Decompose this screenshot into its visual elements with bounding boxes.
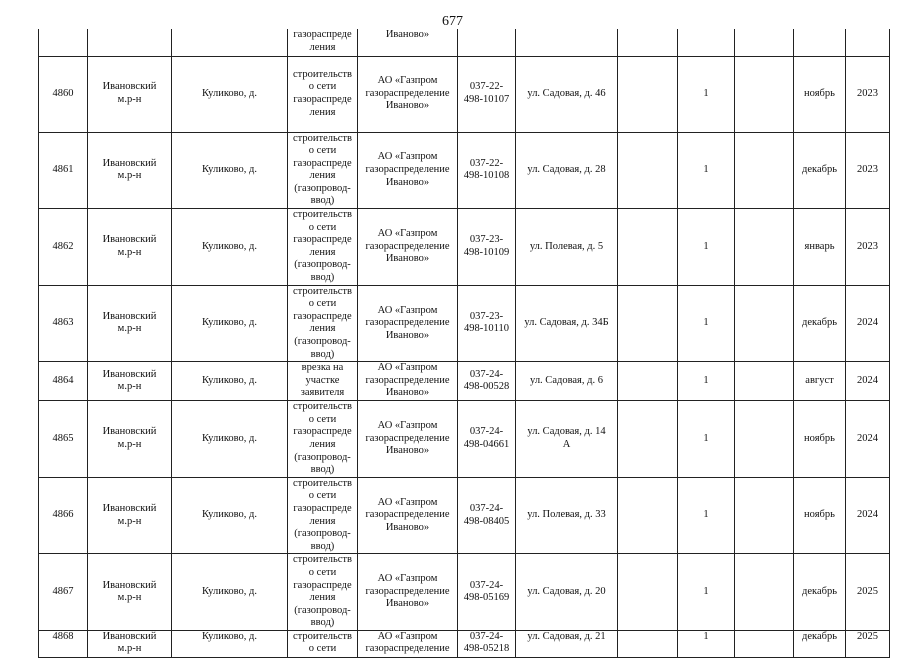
year-text: 2024 [857, 374, 878, 386]
locality-text: Куликово, д. [201, 317, 258, 329]
quantity-text: 1 [703, 585, 709, 597]
cell-locality [172, 630, 288, 657]
district-text: Ивановский м.р-н [102, 310, 157, 335]
cell-work-type [288, 477, 358, 554]
cell-extrae1 [618, 630, 678, 657]
address-text: ул. Садовая, д. 28 [527, 163, 606, 175]
cell-quantity [678, 285, 735, 362]
num-text: 4861 [52, 163, 74, 175]
organization-text: АО «Газпром газораспределение Иваново» [365, 151, 450, 188]
cell-address [516, 209, 618, 286]
cell-locality [172, 56, 288, 132]
district-text: Ивановский м.р-н [102, 368, 157, 393]
cell-quantity [678, 132, 735, 209]
cell-address [516, 56, 618, 132]
cell-organization [358, 630, 458, 657]
district-text: Ивановский м.р-н [102, 579, 157, 604]
work-type-text: газораспреде ления [293, 29, 352, 53]
year-text: 2023 [857, 87, 878, 99]
cell-num [39, 285, 88, 362]
contract-text: 037-24- 498-08405 [463, 502, 510, 527]
cell-locality [172, 554, 288, 631]
cell-num [39, 477, 88, 554]
cell-year [846, 630, 890, 657]
cell-quantity [678, 554, 735, 631]
work-type-text: врезка на участке заявителя [300, 362, 345, 399]
cell-address [516, 630, 618, 657]
contract-text: 037-23- 498-10110 [463, 310, 510, 335]
month-text: декабрь [802, 163, 837, 175]
month-text: декабрь [802, 317, 837, 329]
table-row [39, 401, 890, 478]
cell-contract [458, 209, 516, 286]
organization-text: АО «Газпром газораспределение Иваново» [365, 227, 450, 265]
cell-extrae2 [735, 554, 794, 631]
district-text: Ивановский м.р-н [102, 81, 157, 105]
organization-text: АО «Газпром газораспределение Иваново» [365, 573, 450, 610]
cell-contract [458, 132, 516, 209]
cell-num [39, 362, 88, 401]
organization-text: Иваново» [385, 29, 430, 40]
cell-contract [458, 401, 516, 478]
table-row [39, 56, 890, 132]
year-text: 2024 [857, 432, 878, 444]
cell-month [794, 554, 846, 631]
cell-extrae2 [735, 132, 794, 209]
cell-contract [458, 56, 516, 132]
year-text: 2025 [857, 585, 878, 597]
year-text: 2023 [857, 163, 878, 175]
num-text: 4860 [52, 87, 74, 99]
organization-text: АО «Газпром газораспределение Иваново» [365, 304, 450, 341]
contract-text: 037-24- 498-05218 [463, 630, 510, 655]
cell-month [794, 477, 846, 554]
cell-extrae1 [618, 56, 678, 132]
district-text: Ивановский м.р-н [102, 426, 157, 450]
cell-locality [172, 29, 288, 56]
locality-text: Куликово, д. [201, 585, 258, 597]
cell-work-type [288, 285, 358, 362]
table-row [39, 285, 890, 362]
district-text: Ивановский м.р-н [102, 157, 157, 182]
cell-organization [358, 56, 458, 132]
cell-district [88, 56, 172, 132]
cell-district [88, 209, 172, 286]
cell-quantity [678, 56, 735, 132]
cell-quantity [678, 29, 735, 56]
cell-extrae2 [735, 477, 794, 554]
cell-year [846, 477, 890, 554]
cell-address [516, 285, 618, 362]
cell-extrae1 [618, 477, 678, 554]
organization-text: АО «Газпром газораспределение Иваново» [365, 420, 450, 457]
cell-extrae1 [618, 362, 678, 401]
cell-year [846, 56, 890, 132]
table-row [39, 554, 890, 631]
cell-quantity [678, 401, 735, 478]
cell-num [39, 56, 88, 132]
month-text: декабрь [802, 630, 837, 642]
month-text: ноябрь [804, 432, 835, 444]
quantity-text: 1 [703, 432, 709, 444]
cell-address [516, 132, 618, 209]
quantity-text: 1 [703, 163, 709, 175]
cell-work-type [288, 401, 358, 478]
cell-num [39, 554, 88, 631]
cell-contract [458, 29, 516, 56]
cell-address [516, 362, 618, 401]
address-text: ул. Садовая, д. 21 [527, 630, 606, 642]
cell-organization [358, 401, 458, 478]
cell-num [39, 29, 88, 56]
work-type-text: строительств о сети газораспреде ления (газопровод- ввод) [293, 209, 352, 284]
cell-extrae1 [618, 132, 678, 209]
cell-locality [172, 132, 288, 209]
contract-text: 037-22- 498-10107 [463, 81, 510, 105]
table-row [39, 362, 890, 401]
address-text: ул. Полевая, д. 5 [529, 240, 604, 252]
cell-organization [358, 554, 458, 631]
cell-quantity [678, 362, 735, 401]
cell-quantity [678, 630, 735, 657]
cell-district [88, 362, 172, 401]
cell-district [88, 285, 172, 362]
page-number: 677 [442, 14, 463, 29]
month-text: ноябрь [804, 87, 835, 99]
address-text: ул. Садовая, д. 6 [530, 374, 603, 386]
cell-extrae1 [618, 554, 678, 631]
cell-month [794, 285, 846, 362]
year-text: 2025 [857, 630, 878, 642]
table-row [39, 630, 890, 657]
num-text: 4864 [52, 374, 74, 386]
cell-extra-1 [618, 29, 678, 56]
cell-extrae2 [735, 209, 794, 286]
cell-num [39, 209, 88, 286]
cell-year [846, 29, 890, 56]
organization-text: АО «Газпром газораспределение [365, 630, 450, 655]
cell-month [794, 362, 846, 401]
cell-district [88, 630, 172, 657]
cell-address [516, 554, 618, 631]
cell-month [794, 29, 846, 56]
quantity-text: 1 [703, 87, 709, 99]
quantity-text: 1 [703, 240, 709, 252]
cell-extra-2 [735, 29, 794, 56]
contract-text: 037-23- 498-10109 [463, 234, 510, 258]
quantity-text: 1 [703, 374, 709, 386]
cell-work-type [288, 209, 358, 286]
cell-year [846, 209, 890, 286]
work-type-text: строительств о сети газораспреде ления (газопровод- ввод) [293, 285, 352, 360]
cell-district [88, 132, 172, 209]
contract-text: 037-22- 498-10108 [463, 157, 510, 182]
cell-work-type [288, 362, 358, 401]
quantity-text: 1 [703, 317, 709, 329]
cell-extrae1 [618, 401, 678, 478]
cell-contract [458, 285, 516, 362]
work-type-text: строительств о сети газораспреде ления (газопровод- ввод) [293, 132, 352, 207]
organization-text: АО «Газпром газораспределение Иваново» [365, 75, 450, 112]
cell-extrae2 [735, 285, 794, 362]
work-type-text: строительств о сети газораспреде ления [293, 68, 352, 118]
locality-text: Куликово, д. [201, 509, 258, 521]
num-text: 4862 [52, 240, 74, 252]
cell-year [846, 401, 890, 478]
cell-year [846, 132, 890, 209]
year-text: 2024 [857, 317, 878, 329]
locality-text: Куликово, д. [201, 630, 258, 642]
cell-locality [172, 477, 288, 554]
locality-text: Куликово, д. [201, 374, 258, 386]
cell-month [794, 630, 846, 657]
registry-table [38, 29, 890, 658]
address-text: ул. Полевая, д. 33 [527, 509, 606, 521]
cell-quantity [678, 477, 735, 554]
cell-month [794, 132, 846, 209]
quantity-text: 1 [703, 630, 709, 642]
cell-quantity [678, 209, 735, 286]
district-text: Ивановский м.р-н [102, 502, 157, 527]
address-text: ул. Садовая, д. 46 [527, 87, 606, 99]
contract-text: 037-24- 498-05169 [463, 579, 510, 604]
work-type-text: строительств о сети газораспреде ления (газопровод- ввод) [293, 554, 352, 629]
work-type-text: строительств о сети [293, 630, 352, 655]
cell-work-type [288, 630, 358, 657]
year-text: 2023 [857, 240, 878, 252]
cell-organization [358, 285, 458, 362]
cell-locality [172, 401, 288, 478]
cell-contract [458, 362, 516, 401]
district-text: Ивановский м.р-н [102, 234, 157, 258]
locality-text: Куликово, д. [201, 240, 258, 252]
num-text: 4867 [52, 585, 74, 597]
quantity-text: 1 [703, 509, 709, 521]
locality-text: Куликово, д. [201, 163, 258, 175]
cell-num [39, 401, 88, 478]
month-text: январь [804, 240, 835, 252]
cell-district [88, 29, 172, 56]
cell-work-type [288, 132, 358, 209]
cell-district [88, 477, 172, 554]
cell-month [794, 401, 846, 478]
num-text: 4863 [52, 317, 74, 329]
cell-extrae1 [618, 209, 678, 286]
cell-locality [172, 209, 288, 286]
address-text: ул. Садовая, д. 34Б [524, 317, 609, 329]
cell-locality [172, 362, 288, 401]
cell-organization [358, 477, 458, 554]
cell-locality [172, 285, 288, 362]
work-type-text: строительств о сети газораспреде ления (газопровод- ввод) [293, 401, 352, 476]
cell-organization [358, 29, 458, 56]
cell-extrae2 [735, 362, 794, 401]
cell-contract [458, 477, 516, 554]
locality-text: Куликово, д. [201, 87, 258, 99]
cell-address [516, 29, 618, 56]
cell-extrae2 [735, 56, 794, 132]
num-text: 4866 [52, 509, 74, 521]
organization-text: АО «Газпром газораспределение Иваново» [365, 496, 450, 533]
month-text: ноябрь [804, 509, 835, 521]
table-row [39, 132, 890, 209]
cell-work-type [288, 554, 358, 631]
work-type-text: строительств о сети газораспреде ления (газопровод- ввод) [293, 477, 352, 552]
contract-text: 037-24- 498-04661 [463, 426, 510, 450]
cell-year [846, 285, 890, 362]
cell-work-type [288, 29, 358, 56]
table-row-partial [39, 29, 890, 56]
cell-address [516, 477, 618, 554]
cell-month [794, 56, 846, 132]
cell-work-type [288, 56, 358, 132]
contract-text: 037-24- 498-00528 [463, 368, 510, 393]
cell-extrae2 [735, 401, 794, 478]
month-text: август [805, 374, 834, 386]
cell-organization [358, 209, 458, 286]
cell-extrae1 [618, 285, 678, 362]
table-row [39, 209, 890, 286]
table-row [39, 477, 890, 554]
address-text: ул. Садовая, д. 14 А [527, 426, 606, 450]
num-text: 4868 [52, 630, 74, 642]
cell-organization [358, 132, 458, 209]
cell-num [39, 132, 88, 209]
district-text: Ивановский м.р-н [102, 630, 157, 655]
cell-contract [458, 554, 516, 631]
cell-organization [358, 362, 458, 401]
locality-text: Куликово, д. [201, 432, 258, 444]
organization-text: АО «Газпром газораспределение Иваново» [365, 362, 450, 399]
year-text: 2024 [857, 509, 878, 521]
cell-district [88, 401, 172, 478]
cell-district [88, 554, 172, 631]
month-text: декабрь [802, 585, 837, 597]
cell-month [794, 209, 846, 286]
num-text: 4865 [52, 432, 74, 444]
address-text: ул. Садовая, д. 20 [527, 585, 606, 597]
cell-num [39, 630, 88, 657]
cell-address [516, 401, 618, 478]
cell-year [846, 362, 890, 401]
cell-extrae2 [735, 630, 794, 657]
cell-year [846, 554, 890, 631]
cell-contract [458, 630, 516, 657]
table-body [39, 29, 890, 657]
